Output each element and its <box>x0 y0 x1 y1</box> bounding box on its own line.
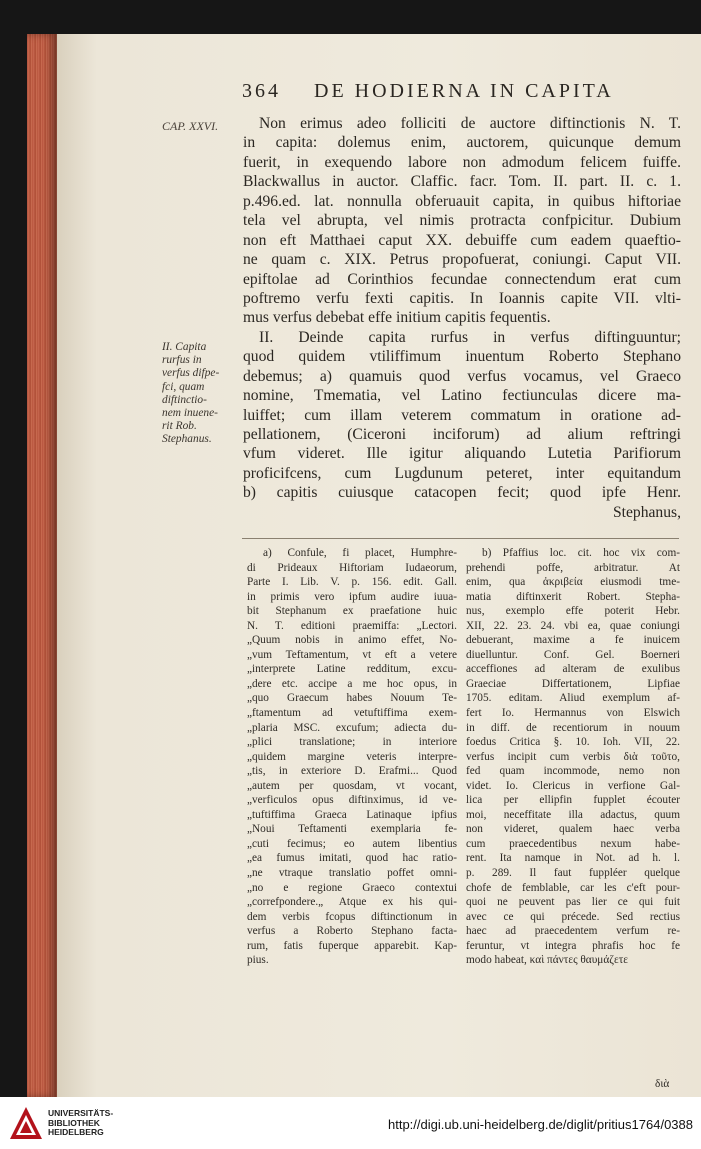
footnote-line: „Quum nobis in animo effet, No- <box>247 634 457 647</box>
main-text-line: vfum videret. Ille igitur aliquando Lutetia Parifiorum <box>243 445 681 463</box>
footnote-line: rent. Ita namque in Not. ad h. l. <box>466 852 680 865</box>
footnote-line: diuelluntur. Conf. Gel. Boerneri <box>466 648 680 661</box>
footnote-line: b) Pfaffius loc. cit. hoc vix com- <box>482 547 680 559</box>
footnote-line: Parte I. Lib. V. p. 156. edit. Gall. <box>247 576 457 589</box>
footnote-line: „cuti fecimus; eo autem libentius <box>247 837 457 850</box>
footnote-b <box>466 546 680 968</box>
university-library-logo-icon <box>8 1105 44 1141</box>
footnote-line: lica per ellipfin fupplet écouter <box>466 794 680 807</box>
footnote-line: nus, exemplo effe poterit Hebr. <box>466 605 680 618</box>
page-url-link[interactable]: http://digi.ub.uni-heidelberg.de/diglit/pritius1764/0388 <box>388 1117 693 1132</box>
main-text-line: tela vel abrupta, vel nimis protracta confpicitur. Dubium <box>243 212 681 230</box>
footnote-line: N. T. editioni praemiffa: „Lectori. <box>247 619 457 632</box>
page-number: 364 <box>242 80 281 102</box>
footnote-a <box>247 546 457 968</box>
main-text-line: Stephanus, <box>612 503 681 521</box>
footnote-line: „ea fumus imitati, quod hac ratio- <box>247 852 457 865</box>
side-note-line: fci, quam <box>162 380 205 393</box>
footer-bar <box>0 1097 701 1149</box>
footnote-line: avec ce qui précede. Sed rectius <box>466 910 680 923</box>
footnote-line: „tis, in exteriore D. Erafmi... Quod <box>247 765 457 778</box>
footnote-line: debuerant, maxime a fe inuicem <box>466 634 680 647</box>
footnote-line: „no e regione Graeco contextui <box>247 881 457 894</box>
main-text-line: epiftolae ad Corinthios fecundae connectendum erat cum <box>243 270 681 288</box>
footnote-line: fed quam incommode, nemo non <box>466 765 680 778</box>
main-text-line: II. Deinde capita rurfus in verfus diftinguuntur; <box>259 328 681 346</box>
footnote-line: XII, 22. 23. 24. vbi ea, quae coniungi <box>466 619 680 632</box>
side-note-line: II. Capita <box>162 341 207 353</box>
side-note-line: verfus difpe- <box>162 367 220 380</box>
footnote-line: feruntur, vt integra phrafis hoc fe <box>466 939 680 952</box>
main-text-line: ne quam c. XIX. Petrus propofuerat, coniungi. Caput VII. <box>243 251 681 269</box>
side-note-line: rurfus in <box>162 354 202 367</box>
footnote-line: „autem per quosdam, vt vocant, <box>247 779 457 792</box>
footnote-line: dem verbis fcopus diftinctionum in <box>247 910 457 923</box>
footnote-line: Graeciae Differtationem, Lipfiae <box>466 677 680 690</box>
main-text-line: poftremo verfu fexti capitis. In Ioannis capite VII. vlti- <box>243 289 681 307</box>
main-text <box>243 114 681 522</box>
footnote-line: verfus a Roberto Stephano facta- <box>247 925 457 938</box>
footnote-line: matia diftinxerit Robert. Stepha- <box>466 590 680 603</box>
footnote-line: „correfpondere.„ Atque ex his qui- <box>247 896 457 909</box>
footnote-line: chofe de femblable, car les c'eft pour- <box>466 881 680 894</box>
main-text-line: in capita: dolemus enim, auctorem, quicunque demum <box>243 134 681 152</box>
footnote-line: 1705. editam. Aliud exemplum af- <box>466 692 680 705</box>
footnote-line: in diff. de recentiorum in nouum <box>466 721 680 734</box>
main-text-line: non eft Matthaei caput XX. debuiffe cum eadem quaeftio- <box>243 231 681 249</box>
footnote-line: „quo Graecum habes Nouum Te- <box>247 692 457 705</box>
main-text-line: quod quidem vtiliffimum inuentum Roberto Stephano <box>243 348 681 366</box>
footnote-line: prehendi poffe, arbitratur. At <box>466 561 680 574</box>
footnote-line: in primis vero ipfum audire iuua- <box>247 590 457 603</box>
catchword: διὰ <box>655 1078 670 1090</box>
footnote-line: videt. Io. Clericus in verfione Gal- <box>466 779 680 792</box>
footnote-line: bit Stephanum ex praefatione huic <box>247 605 457 618</box>
side-note-line: nem inuene- <box>162 407 218 420</box>
side-note-line: Stephanus. <box>162 433 212 446</box>
library-name: UNIVERSITÄTS- BIBLIOTHEK HEIDELBERG <box>48 1108 114 1137</box>
footnote-line: „plaria MSC. excufum; adiecta du- <box>247 721 457 734</box>
main-text-line: Non erimus adeo folliciti de auctore diftinctionis N. T. <box>259 115 681 132</box>
footnote-line: rum, fatis fuperque apparebit. Kap- <box>247 939 457 952</box>
footnote-rule <box>242 538 679 539</box>
footnote-line: haec ad praecedentem verfum re- <box>466 925 680 938</box>
side-note <box>162 341 219 447</box>
running-title: DE HODIERNA IN CAPITA <box>314 80 614 102</box>
footnote-line: „Noui Teftamenti exemplaria fe- <box>247 823 457 836</box>
footnote-line: non videret, qualem haec verba <box>466 823 680 836</box>
main-text-line: fuerit, in exequendo labore non admodum felicem fuiffe. <box>243 153 681 171</box>
footnote-line: cum praecedentibus nexum habe- <box>466 837 680 850</box>
footnote-line: „dere etc. accipe a me hoc opus, in <box>247 677 457 690</box>
footnote-line: „ne vtraque translatio poffet omni- <box>247 867 457 880</box>
footnote-line: a) Confule, fi placet, Humphre- <box>263 547 457 559</box>
footnote-line: pius. <box>247 954 269 967</box>
footnote-line: „verficulos opus diftinximus, id ve- <box>247 794 457 807</box>
footnote-line: modo habeat, καὶ πάντες θαυμάζετε <box>466 954 628 967</box>
main-text-line: p.496.ed. lat. nonnulla obferuauit capita, in quibus hiftoriae <box>243 192 681 210</box>
main-text-line: nomine, Tmematia, vel Latino fectiunculas dicere ma- <box>243 387 681 405</box>
footnote-line: verfus incipit cum verbis διὰ τοῦτο, <box>466 750 680 763</box>
footnote-line: p. 289. Il faut fuppléer quelque <box>466 867 680 880</box>
footnote-line: „vum Teftamentum, vt eft a vetere <box>247 648 457 661</box>
footnote-line: di Prideaux Hiftoriam Iudaeorum, <box>247 561 457 574</box>
main-text-line: Blackwallus in auctor. Claffic. facr. Tom. II. part. II. c. 1. <box>243 173 681 191</box>
footnote-line: moi, neceffitate illa adactus, quum <box>466 808 680 821</box>
book-page-edge <box>27 34 57 1097</box>
footnote-line: „interprete Latine redditum, excu- <box>247 663 457 676</box>
side-note-line: diftinctio- <box>162 393 207 406</box>
footnote-line: fert Io. Hermannus von Elswich <box>466 707 680 720</box>
main-text-line: proficifcens, cum Lugdunum peteret, inter equitandum <box>243 464 681 482</box>
footnote-line: „plici translatione; in interiore <box>247 736 457 749</box>
footnote-line: „ftamentum ad vetuftiffima exem- <box>247 707 457 720</box>
main-text-line: b) capitis cuiusque catacopen fecit; quod ipfe Henr. <box>243 484 681 502</box>
chapter-marker: CAP. XXVI. <box>162 119 219 133</box>
main-text-line: mus verfus debebat effe initium capitis fequentis. <box>243 309 551 327</box>
footnote-line: quoi ne peuvent pas lier ce qui fuit <box>466 896 680 909</box>
side-note-line: rit Rob. <box>162 420 197 433</box>
main-text-line: debemus; a) quamuis quod verfus vocamus, vel Graeco <box>243 367 681 385</box>
footnote-line: „quidem margine veteris interpre- <box>247 750 457 763</box>
footnote-line: „tuftiffima Graeca Latinaque ipfius <box>247 808 457 821</box>
footnote-line: acceffiones ad alteram de exulibus <box>466 663 680 676</box>
footnote-line: foedus Critica §. 10. Ioh. VII, 22. <box>466 736 680 749</box>
main-text-line: luiffet; cum illam veterem commatum in oratione ad- <box>243 406 681 424</box>
footnote-line: enim, qua ἀκριβεία eiusmodi tme- <box>466 576 680 589</box>
main-text-line: pellationem, (Ciceroni inciforum) ad alium reftringi <box>243 426 681 443</box>
